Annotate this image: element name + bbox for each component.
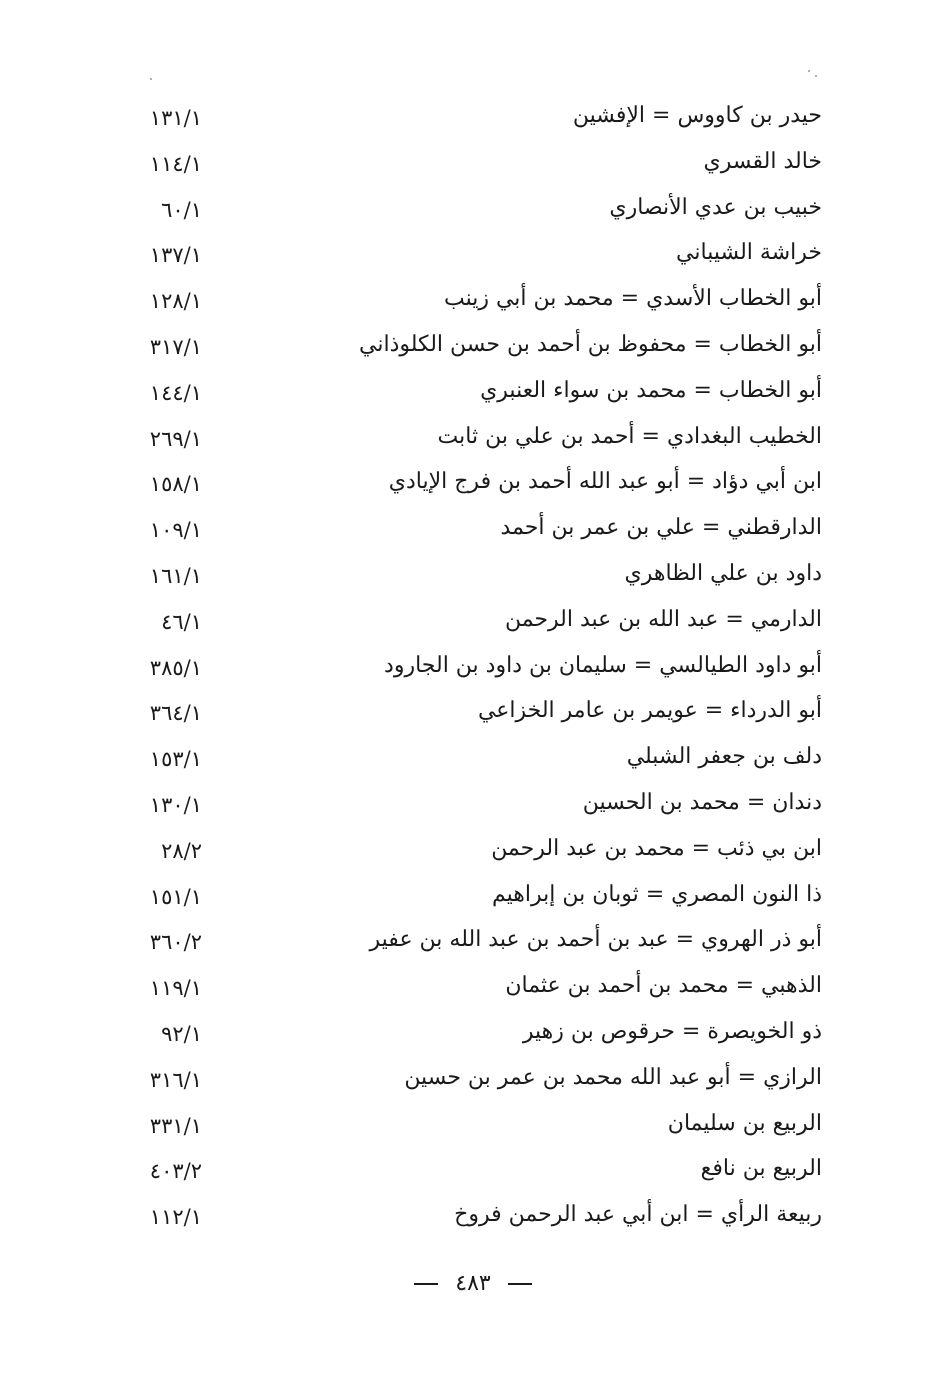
- entry-page-ref: ٣٦٠/٢: [149, 930, 202, 955]
- index-entry-row: [60, 919, 860, 965]
- index-entry-row: [60, 1194, 860, 1240]
- entry-page-ref: ١٢٨/١: [149, 289, 202, 314]
- entry-name: خراشة الشيباني: [676, 240, 822, 266]
- entry-name: حيدر بن كاووس = الإفشين: [572, 103, 822, 128]
- index-entry-row: [60, 370, 860, 416]
- scan-speck: [808, 70, 810, 72]
- entry-page-ref: ٣٨٥/١: [149, 655, 202, 680]
- footer-dash-left: [414, 1283, 438, 1285]
- entry-page-ref: ٣٣١/١: [149, 1113, 202, 1138]
- entry-page-ref: ١٣٧/١: [149, 243, 202, 268]
- entry-page-ref: ١٦١/١: [149, 563, 202, 588]
- scan-speck: [150, 78, 152, 80]
- entry-name: أبو الدرداء = عويمر بن عامر الخزاعي: [477, 698, 822, 724]
- entry-name: الرازي = أبو عبد الله محمد بن عمر بن حسين: [404, 1064, 822, 1090]
- index-entry-row: [60, 736, 860, 782]
- entry-page-ref: ١٣٠/١: [149, 792, 202, 817]
- index-entry-row: [60, 416, 860, 462]
- index-entry-row: [60, 141, 860, 187]
- index-entry-row: [60, 599, 860, 645]
- entry-page-ref: ١١٤/١: [149, 151, 202, 176]
- index-entry-row: [60, 1011, 860, 1057]
- entry-page-ref: ٣٦٤/١: [149, 701, 202, 726]
- entry-page-ref: ٩٢/١: [161, 1021, 202, 1046]
- index-entry-row: [60, 874, 860, 920]
- entry-name: الربيع بن سليمان: [667, 1110, 822, 1136]
- index-entry-row: [60, 507, 860, 553]
- entry-name: أبو الخطاب = محفوظ بن أحمد بن حسن الكلوذاني: [359, 331, 822, 357]
- entry-name: ربيعة الرأي = ابن أبي عبد الرحمن فروخ: [454, 1202, 822, 1228]
- entry-page-ref: ٢٨/٢: [161, 838, 202, 863]
- entry-name: ذا النون المصري = ثوبان بن إبراهيم: [492, 881, 822, 907]
- index-entry-row: [60, 95, 860, 141]
- entry-page-ref: ١٠٩/١: [149, 518, 202, 543]
- entry-page-ref: ٣١٧/١: [149, 334, 202, 359]
- entry-page-ref: ٤٠٣/٢: [149, 1159, 202, 1184]
- entry-name: أبو الخطاب الأسدي = محمد بن أبي زينب: [443, 286, 822, 312]
- page-number: ٤٨٣: [455, 1271, 491, 1296]
- index-entry-row: [60, 828, 860, 874]
- scan-speck: [815, 75, 817, 77]
- entry-name: الدارمي = عبد الله بن عبد الرحمن: [504, 606, 822, 632]
- entry-name: الذهبي = محمد بن أحمد بن عثمان: [505, 973, 822, 999]
- entry-page-ref: ٢٦٩/١: [149, 426, 202, 451]
- entry-name: داود بن علي الظاهري: [624, 560, 822, 586]
- entry-page-ref: ١١٩/١: [149, 976, 202, 1001]
- entry-page-ref: ٣١٦/١: [149, 1067, 202, 1092]
- index-entry-row: [60, 553, 860, 599]
- entry-page-ref: ١٣١/١: [149, 106, 202, 130]
- index-entry-row: [60, 965, 860, 1011]
- entry-page-ref: ١٥٨/١: [149, 472, 202, 497]
- index-entry-row: [60, 461, 860, 507]
- entry-name: خالد القسري: [703, 148, 822, 174]
- index-entry-row: [60, 324, 860, 370]
- entry-page-ref: ٦٠/١: [161, 197, 202, 222]
- entry-page-ref: ٤٦/١: [161, 609, 202, 634]
- entry-name: خبيب بن عدي الأنصاري: [609, 194, 822, 220]
- entry-name: الخطيب البغدادي = أحمد بن علي بن ثابت: [437, 423, 822, 449]
- entry-page-ref: ١٤٤/١: [149, 380, 202, 405]
- index-entry-row: [60, 1103, 860, 1149]
- entry-name: أبو ذر الهروي = عبد بن أحمد بن عبد الله بن عفير: [369, 927, 822, 953]
- index-entry-row: [60, 690, 860, 736]
- entry-name: ابن أبي دؤاد = أبو عبد الله أحمد بن فرج الإيادي: [388, 469, 822, 495]
- entry-name: أبو داود الطيالسي = سليمان بن داود بن الجارود: [384, 652, 822, 678]
- entry-name: الدارقطني = علي بن عمر بن أحمد: [500, 515, 822, 541]
- entry-name: أبو الخطاب = محمد بن سواء العنبري: [480, 377, 822, 403]
- index-entry-row: [60, 187, 860, 233]
- entry-page-ref: ١٥٣/١: [149, 747, 202, 772]
- entry-name: ذو الخويصرة = حرقوص بن زهير: [522, 1018, 822, 1044]
- entry-name: دلف بن جعفر الشبلي: [626, 744, 822, 770]
- index-entry-row: [60, 645, 860, 691]
- entry-page-ref: ١٥١/١: [149, 884, 202, 909]
- entry-name: الربيع بن نافع: [700, 1156, 822, 1182]
- entry-page-ref: ١١٢/١: [149, 1205, 202, 1230]
- entry-name: دندان = محمد بن الحسين: [582, 789, 822, 815]
- index-entry-row: [60, 278, 860, 324]
- index-entries-list: [60, 95, 860, 1240]
- footer-dash-right: [508, 1283, 532, 1285]
- index-entry-row: [60, 232, 860, 278]
- index-entry-row: [60, 782, 860, 828]
- index-entry-row: [60, 1057, 860, 1103]
- index-entry-row: [60, 1148, 860, 1194]
- page-footer: [0, 1264, 946, 1304]
- entry-name: ابن بي ذئب = محمد بن عبد الرحمن: [491, 835, 822, 861]
